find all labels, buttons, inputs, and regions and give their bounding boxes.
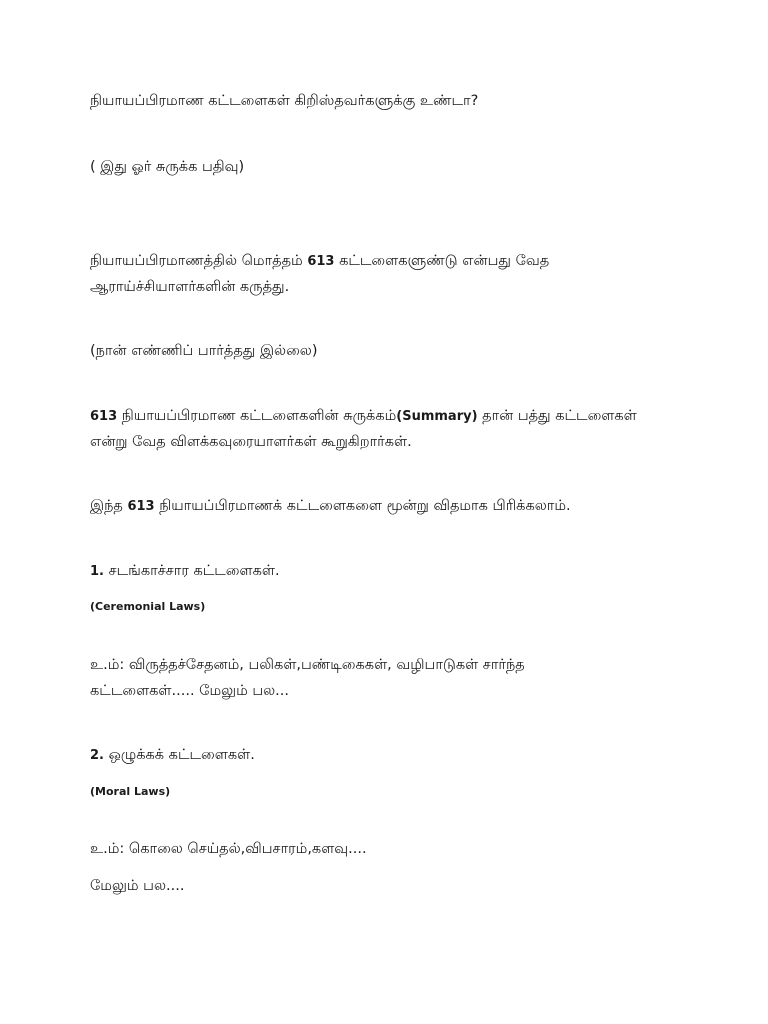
summary-label: (Summary) (396, 409, 478, 424)
list-item-2-example: உ.ம்: கொலை செய்தல்,விபசாரம்,களவு.... (90, 841, 367, 857)
list-item-1-example-line-1: உ.ம்: விருத்தச்சேதனம், பலிகள்,பண்டிகைகள், வழிபாடுகள் சார்ந்த (90, 657, 525, 673)
list-item-2-more: மேலும் பல.... (90, 878, 185, 894)
summary-note: ( இது ஓர் சுருக்க பதிவு) (90, 159, 245, 175)
paragraph-2: (நான் எண்ணிப் பார்த்தது இல்லை) (90, 343, 318, 359)
list-item-1-heading: 1. சடங்காச்சார கட்டளைகள். (90, 563, 280, 579)
number-613: 613 (307, 254, 335, 269)
list-item-1-example-line-2: கட்டளைகள்..... மேலும் பல... (90, 683, 290, 699)
paragraph-3-line-2: என்று வேத விளக்கவுரையாளர்கள் கூறுகிறார்கள். (90, 434, 412, 450)
list-item-1-number: 1. (90, 564, 104, 579)
number-613: 613 (90, 409, 118, 424)
document-title: நியாயப்பிரமாண கட்டளைகள் கிறிஸ்தவர்களுக்கு உண்டா? (90, 93, 479, 109)
list-item-2-number: 2. (90, 748, 104, 763)
paragraph-1-line-2: ஆராய்ச்சியாளர்களின் கருத்து. (90, 279, 290, 295)
paragraph-3-line-1: 613 நியாயப்பிரமாண கட்டளைகளின் சுருக்கம்(Summary) தான் பத்து கட்டளைகள் (90, 408, 637, 424)
list-item-2-heading: 2. ஒழுக்கக் கட்டளைகள். (90, 747, 255, 763)
list-item-2-english: (Moral Laws) (90, 785, 171, 798)
paragraph-1-line-1: நியாயப்பிரமாணத்தில் மொத்தம் 613 கட்டளைகளுண்டு என்பது வேத (90, 253, 550, 269)
paragraph-4: இந்த 613 நியாயப்பிரமாணக் கட்டளைகளை மூன்று விதமாக பிரிக்கலாம். (90, 498, 571, 514)
number-613: 613 (127, 499, 155, 514)
list-item-1-english: (Ceremonial Laws) (90, 600, 206, 613)
